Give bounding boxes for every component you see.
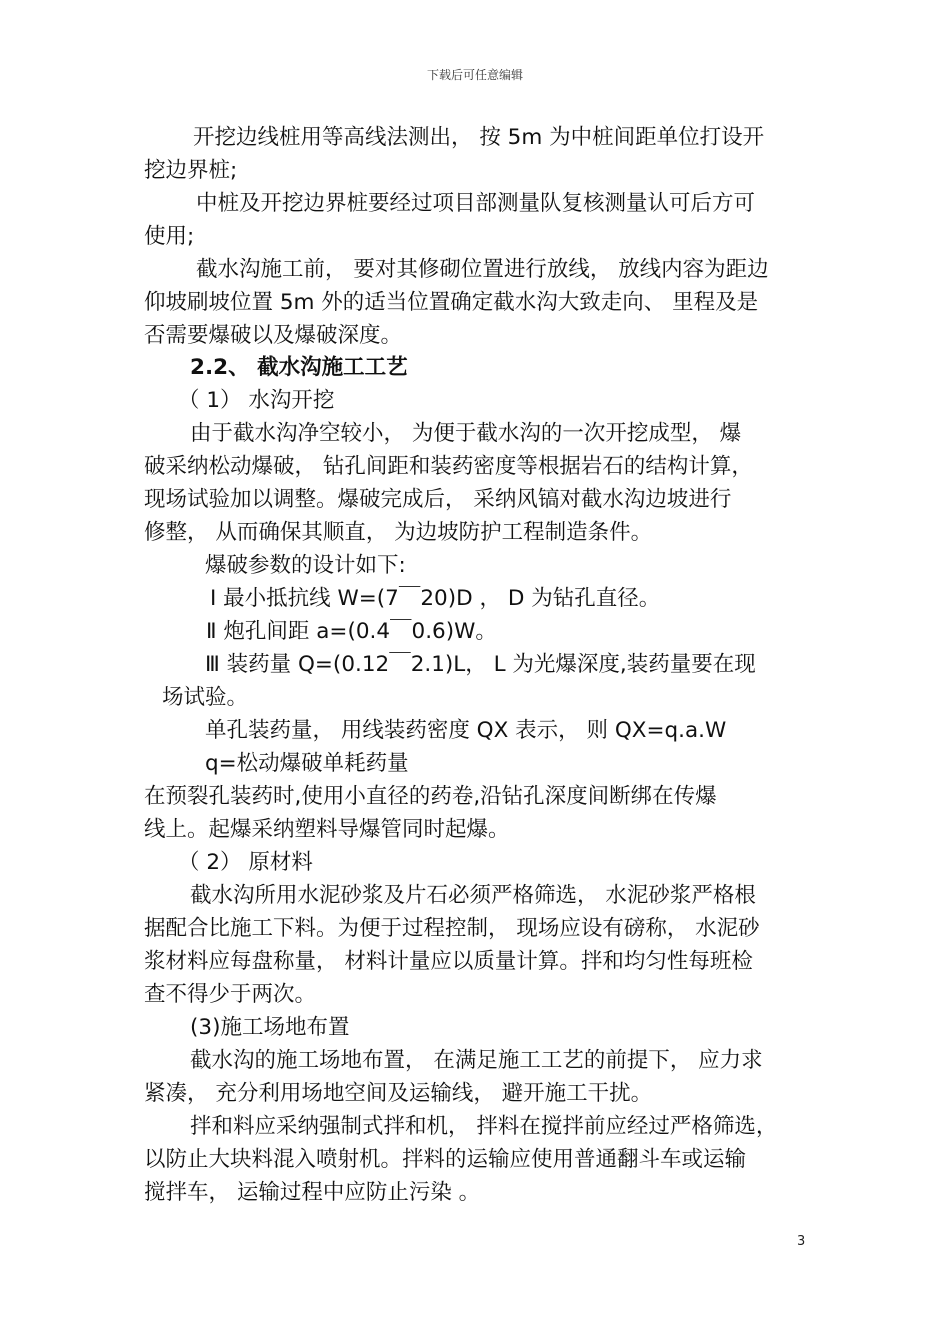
paragraph-line: 挖边界桩; (144, 158, 238, 183)
paragraph-line: 场试验。 (162, 685, 249, 710)
paragraph-line: 浆材料应每盘称量， 材料计量应以质量计算。拌和均匀性每班检 (144, 949, 753, 974)
formula-line: 单孔装药量， 用线装药密度 QX 表示， 则 QX=q.a.W (205, 718, 727, 743)
paragraph-line: 仰坡刷坡位置 5m 外的适当位置确定截水沟大致走向、 里程及是 (144, 290, 759, 315)
formula-line: q=松动爆破单耗药量 (205, 751, 409, 776)
paragraph-line: 否需要爆破以及爆破深度。 (144, 323, 403, 348)
paragraph-line: 搅拌车， 运输过程中应防止污染 。 (144, 1180, 481, 1205)
formula-line: Ⅲ 装药量 Q=(0.12￣2.1)L， L 为光爆深度,装药量要在现 (205, 652, 756, 677)
paragraph-line: 开挖边线桩用等高线法测出， 按 5m 为中桩间距单位打设开 (193, 125, 765, 150)
paragraph-line: 中桩及开挖边界桩要经过项目部测量队复核测量认可后方可 (196, 191, 756, 216)
paragraph-line: 现场试验加以调整。爆破完成后， 采纳风镐对截水沟边坡进行 (144, 487, 732, 512)
paragraph-line: 修整， 从而确保其顺直， 为边坡防护工程制造条件。 (144, 520, 653, 545)
paragraph-line: 查不得少于两次。 (144, 982, 317, 1007)
page-number: 3 (797, 1234, 806, 1249)
paragraph-line: 紧凑， 充分利用场地空间及运输线， 避开施工干扰。 (144, 1081, 653, 1106)
paragraph-line: 线上。起爆采纳塑料导爆管同时起爆。 (144, 817, 510, 842)
paragraph-line: 由于截水沟净空较小， 为便于截水沟的一次开挖成型， 爆 (190, 421, 742, 446)
paragraph-line: 据配合比施工下料。为便于过程控制， 现场应设有磅称， 水泥砂 (144, 916, 760, 941)
subsection-heading: （ 1） 水沟开挖 (178, 388, 335, 413)
paragraph-line: 截水沟所用水泥砂浆及片石必须严格筛选， 水泥砂浆严格根 (190, 883, 756, 908)
paragraph-line: 以防止大块料混入喷射机。拌料的运输应使用普通翻斗车或运输 (144, 1147, 747, 1172)
paragraph-line: 使用; (144, 224, 195, 249)
subsection-heading: (3)施工场地布置 (190, 1015, 350, 1040)
paragraph-line: 爆破参数的设计如下: (205, 553, 406, 578)
paragraph-line: 截水沟施工前， 要对其修砌位置进行放线， 放线内容为距边 (196, 257, 769, 282)
paragraph-line: 拌和料应采纳强制式拌和机， 拌料在搅拌前应经过严格筛选， (190, 1114, 778, 1139)
subsection-heading: （ 2） 原材料 (178, 850, 313, 875)
page-header: 下载后可任意编辑 (426, 68, 523, 82)
formula-line: Ⅱ 炮孔间距 a=(0.4￣0.6)W。 (206, 619, 497, 644)
paragraph-line: 截水沟的施工场地布置， 在满足施工工艺的前提下， 应力求 (190, 1048, 763, 1073)
paragraph-line: 在预裂孔装药时,使用小直径的药卷,沿钻孔深度间断绑在传爆 (144, 784, 717, 809)
section-heading: 2.2、 截水沟施工工艺 (190, 355, 408, 380)
formula-line: Ⅰ 最小抵抗线 W=(7￣20)D ， D 为钻孔直径。 (210, 586, 661, 611)
paragraph-line: 破采纳松动爆破， 钻孔间距和装药密度等根据岩石的结构计算， (144, 454, 753, 479)
